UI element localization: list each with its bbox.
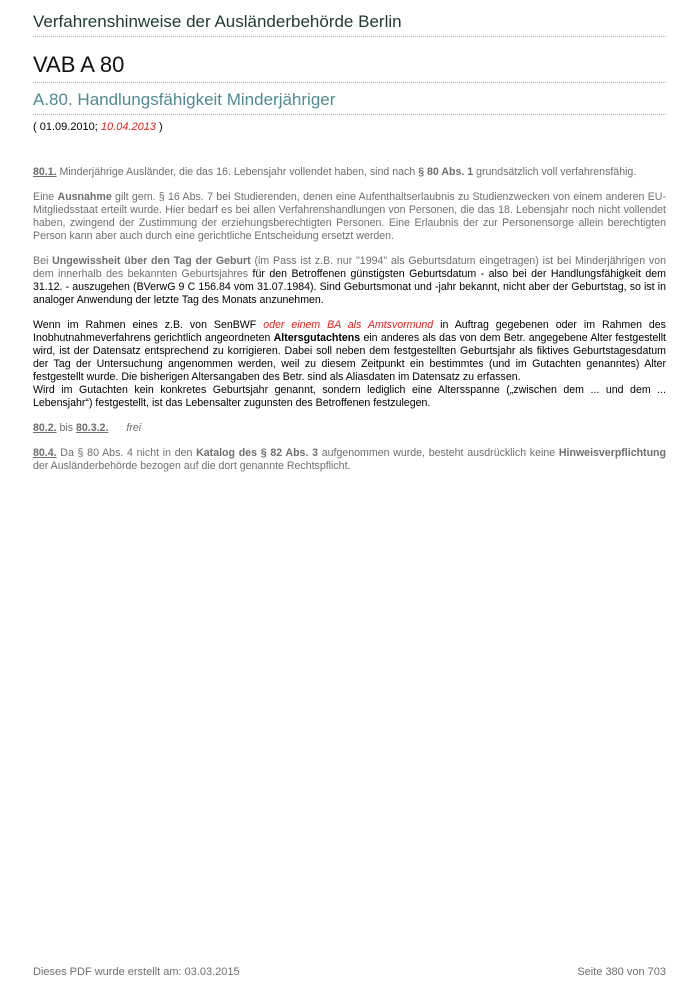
revision-dates	[33, 121, 666, 133]
text: aufgenommen wurde, besteht ausdrücklich keine	[318, 447, 559, 459]
paragraph-number-link[interactable]: 80.3.2.	[76, 422, 109, 434]
dates-close: )	[155, 121, 163, 133]
dates-open: (	[33, 121, 40, 133]
document-title: VAB A 80	[33, 52, 666, 83]
bold-text: Ungewissheit über den Tag der Geburt	[52, 255, 251, 267]
paragraph-number-link[interactable]: 80.2.	[33, 422, 57, 434]
document-header: Verfahrenshinweise der Ausländerbehörde Berlin	[33, 12, 666, 37]
document-content	[33, 166, 666, 473]
page-footer	[33, 966, 666, 978]
paragraph-number-link[interactable]: 80.1.	[33, 166, 57, 178]
bold-text: Hinweisverpflichtung	[558, 447, 667, 459]
section-title: A.80. Handlungsfähigkeit Minderjähriger	[33, 90, 666, 115]
paragraph-80-1	[33, 166, 666, 179]
text: Da § 80 Abs. 4 nicht in den	[56, 447, 197, 459]
text: gilt gem. § 16 Abs. 7 bei Studierenden, denen eine Aufenthaltserlaubnis zu Studienzwecken von einem anderen EU-Mitgliedsstaat erteilt wurde. Hier bedarf es bei allen Verfahrenshandlungen von Personen, die das 18. Lebensjahr noch nicht vollendet haben, zwingend der Zustimmung der erziehungsberechtigten Personen. Eine Erlaubnis der zur Personensorge allein berechtigten Person kann aber auch durch eine gerichtliche Entscheidung ersetzt werden.	[33, 191, 666, 242]
paragraph-number-link[interactable]: 80.4.	[33, 447, 57, 459]
text-black: für den Betroffenen günstigsten Geburtsdatum - also bei der Handlungsfähigkeit dem 31.12. - auszugehen (BVerwG 9 C 156.84 vom 31.07.1984). Sind Geburtsmonat und -jahr bekannt, nicht aber der Geburtstag, so ist in analoger Anwendung der letzte Tag des Monats anzunehmen.	[33, 268, 666, 306]
paragraph-80-2	[33, 422, 666, 435]
text: (im Pass ist z.B. nur "1994" als Geburtsdatum eingetragen) ist bei Minderjährigen von dem innerhalb des bekannten Geburtsjahres	[33, 255, 666, 280]
text-red-italic: oder einem BA als Amtsvormund	[263, 319, 434, 331]
page	[33, 0, 666, 485]
paragraph-80-4	[33, 447, 666, 473]
date-first: 01.09.2010;	[39, 121, 101, 133]
text: Wird im Gutachten kein konkretes Geburtsjahr genannt, sondern lediglich eine Altersspanne („zwischen dem ... und dem ... Lebensjahr“) festgestellt, ist das Lebensalter zugunsten des Betroffenen festzulegen.	[33, 384, 666, 409]
text: der Ausländerbehörde bezogen auf die dort genannte Rechtspflicht.	[33, 460, 351, 472]
bold-text: Ausnahme	[57, 191, 112, 203]
pdf-created-date: Dieses PDF wurde erstellt am: 03.03.2015	[33, 966, 240, 978]
page-number: Seite 380 von 703	[577, 966, 666, 978]
paragraph-exception	[33, 191, 666, 243]
text: bis	[56, 422, 76, 434]
text: ein anderes als das von dem Betr. angegebene Alter festgestellt wird, ist der Datensatz entsprechend zu korrigieren. Dabei soll neben dem festgestellten Geburtsjahr als fiktives Geburtstagesdatum der Tag der Untersuchung angenommen werden, weil zu diesem Zeitpunkt ein bestimmtes (und im Gutachten genanntes) Alter festgestellt wurde. Die bisherigen Altersangaben des Betr. sind als Aliasdaten im Datensatz zu erfassen.	[33, 332, 666, 383]
text-italic: frei	[126, 422, 142, 434]
paragraph-age-assessment	[33, 319, 666, 410]
bold-text: Katalog des § 82 Abs. 3	[196, 447, 319, 459]
text: in Auftrag gegebenen oder im Rahmen des Inobhutnahmeverfahrens gerichtlich angeordneten	[33, 319, 666, 344]
date-revised: 10.04.2013	[100, 121, 156, 133]
text: Bei	[33, 255, 53, 267]
text: grundsätzlich voll verfahrensfähig.	[473, 166, 637, 178]
paragraph-birthdate	[33, 255, 666, 307]
text: Wenn im Rahmen eines z.B. von SenBWF	[33, 319, 264, 331]
bold-text: Altersgutachtens	[273, 332, 361, 344]
text: Minderjährige Ausländer, die das 16. Lebensjahr vollendet haben, sind nach	[56, 166, 419, 178]
text: Eine	[33, 191, 58, 203]
bold-text: § 80 Abs. 1	[418, 166, 474, 178]
